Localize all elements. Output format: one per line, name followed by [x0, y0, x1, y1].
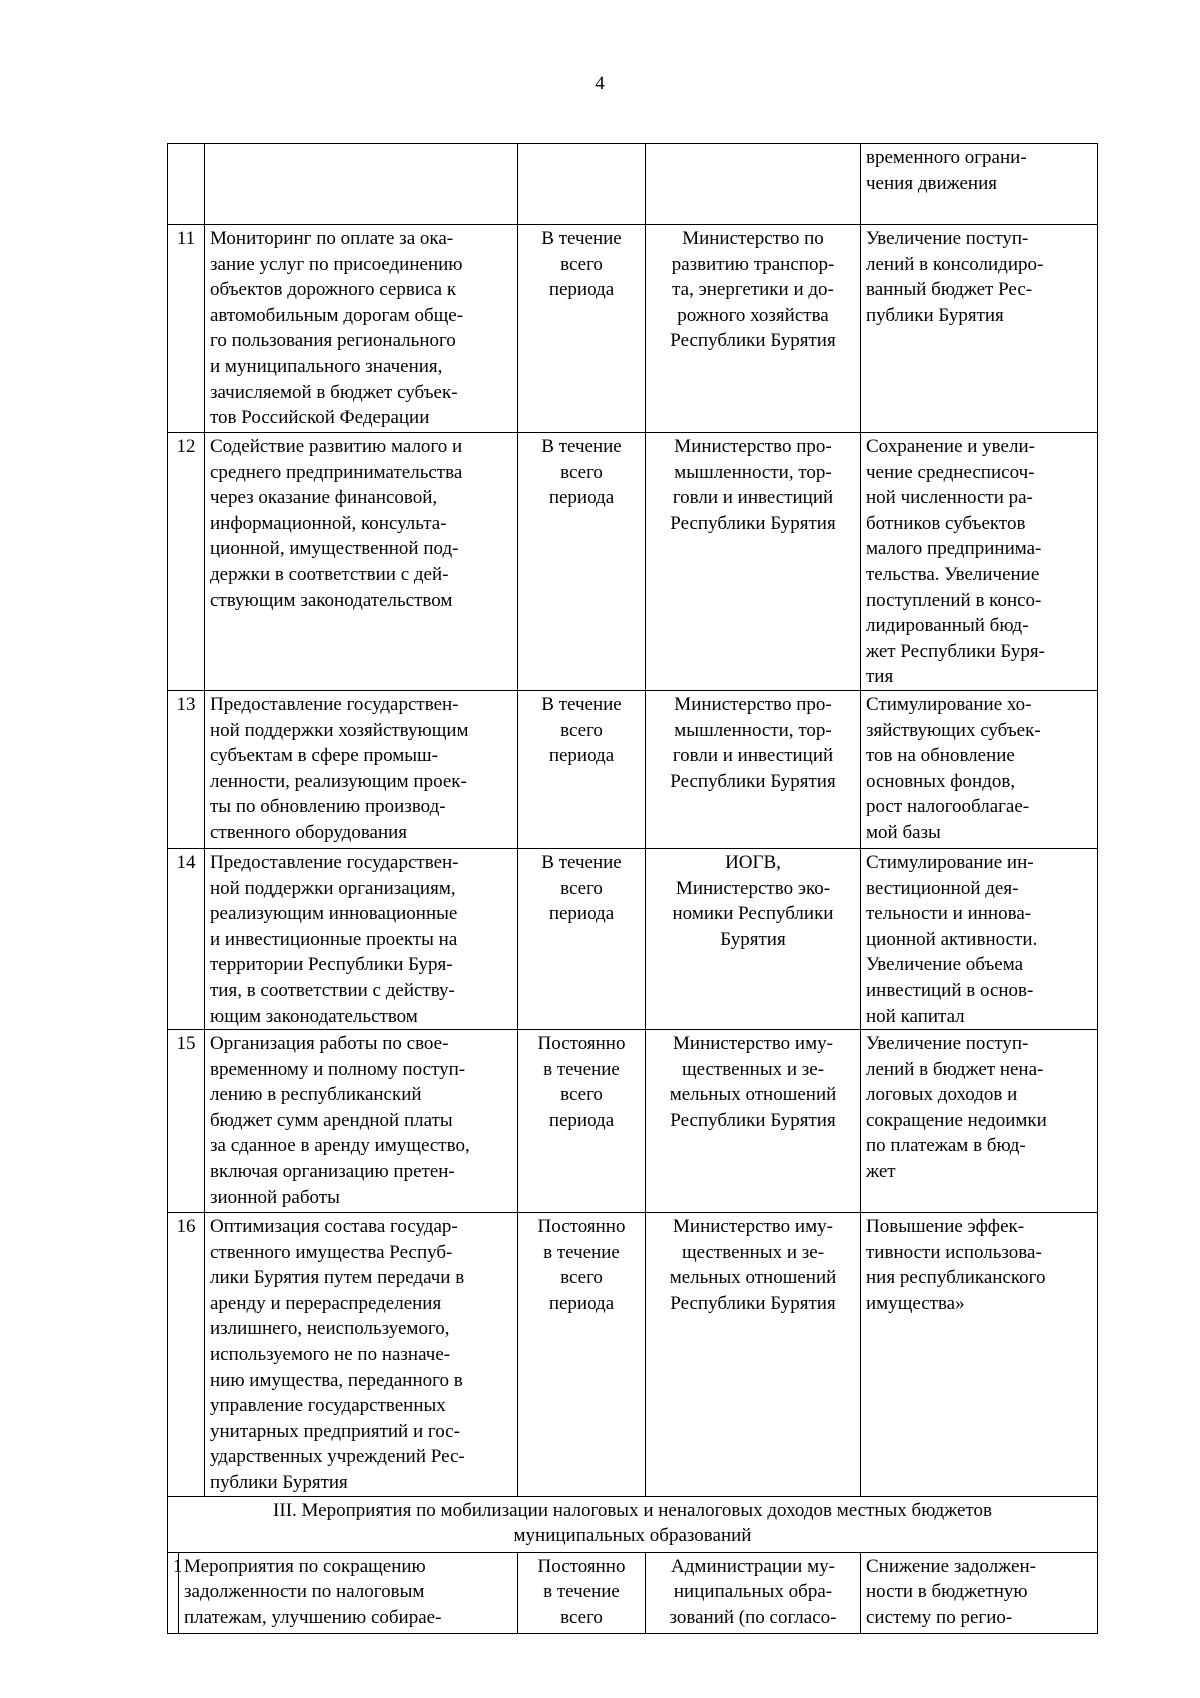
responsible-cell: Министерство иму- щественных и зе- мельных отношений Республики Бурятия	[646, 1030, 861, 1213]
table-row	[168, 848, 1098, 1029]
responsible-cell	[646, 144, 861, 225]
term-cell: В течение всего периода	[518, 690, 646, 848]
term-cell: В течение всего периода	[518, 225, 646, 433]
row-number-cell: 1	[168, 1552, 179, 1633]
responsible-cell: Администрации му- ниципальных обра- зований (по согласо-	[646, 1552, 861, 1633]
table-row	[168, 144, 1098, 225]
row-number-cell: 11	[168, 225, 205, 433]
table-row	[168, 690, 1098, 848]
responsible-cell: Министерство иму- щественных и зе- мельных отношений Республики Бурятия	[646, 1213, 861, 1497]
table-row	[168, 1213, 1098, 1497]
term-cell: Постоянно в течение всего периода	[518, 1030, 646, 1213]
table-row	[168, 1552, 1098, 1633]
row-number-cell: 16	[168, 1213, 205, 1497]
result-cell: Снижение задолжен- ности в бюджетную систему по регио-	[861, 1552, 1098, 1633]
measure-cell: Предоставление государствен- ной поддержки организациям, реализующим инновационные и инвестиционные проекты на территории Республики Буря- тия, в соответствии с действу- ющим законодательством	[205, 848, 518, 1029]
term-cell	[518, 144, 646, 225]
measure-cell: Мероприятия по сокращению задолженности по налоговым платежам, улучшению собирае-	[179, 1552, 518, 1633]
result-cell: Стимулирование ин- вестиционной дея- тельности и иннова- ционной активности. Увеличение объема инвестиций в основ- ной капитал	[861, 848, 1098, 1029]
term-cell: В течение всего периода	[518, 848, 646, 1029]
table-row	[168, 1030, 1098, 1213]
measure-cell: Мониторинг по оплате за ока- зание услуг по присоединению объектов дорожного сервиса к автомобильным дорогам обще- го пользования регионального и муниципального значения, зачисляемой в бюджет субъек- тов Российской Федерации	[205, 225, 518, 433]
term-cell: Постоянно в течение всего периода	[518, 1213, 646, 1497]
row-number-cell: 12	[168, 433, 205, 691]
result-cell: Сохранение и увели- чение среднесписоч- ной численности ра- ботников субъектов малого предпринима- тельства. Увеличение поступлений в консо- лидированный бюд- жет Республики Буря- тия	[861, 433, 1098, 691]
responsible-cell: Министерство по развитию транспор- та, энергетики и до- рожного хозяйства Республики Бурятия	[646, 225, 861, 433]
result-cell: Увеличение поступ- лений в консолидиро- ванный бюджет Рес- публики Бурятия	[861, 225, 1098, 433]
measure-cell: Содействие развитию малого и среднего предпринимательства через оказание финансовой, информационной, консульта- ционной, имущественной под- держки в соответствии с дей- ствующим законодательством	[205, 433, 518, 691]
result-cell: временного ограни- чения движения	[861, 144, 1098, 225]
section-heading: III. Мероприятия по мобилизации налоговых и неналоговых доходов местных бюджетов муниципальных образований	[168, 1496, 1098, 1552]
measure-cell: Организация работы по свое- временному и полному поступ- лению в республиканский бюджет сумм арендной платы за сданное в аренду имущество, включая организацию претен- зионной работы	[205, 1030, 518, 1213]
row-number-cell	[168, 144, 205, 225]
term-cell: Постоянно в течение всего	[518, 1552, 646, 1633]
result-cell: Увеличение поступ- лений в бюджет нена- логовых доходов и сокращение недоимки по платежам в бюд- жет	[861, 1030, 1098, 1213]
row-number-cell: 13	[168, 690, 205, 848]
responsible-cell: Министерство про- мышленности, тор- говли и инвестиций Республики Бурятия	[646, 690, 861, 848]
responsible-cell: Министерство про- мышленности, тор- говли и инвестиций Республики Бурятия	[646, 433, 861, 691]
measure-cell: Предоставление государствен- ной поддержки хозяйствующим субъектам в сфере промыш- ленности, реализующим проек- ты по обновлению производ- ственного оборудования	[205, 690, 518, 848]
responsible-cell: ИОГВ, Министерство эко- номики Республики Бурятия	[646, 848, 861, 1029]
row-number-cell: 15	[168, 1030, 205, 1213]
table-row	[168, 225, 1098, 433]
page-number: 4	[595, 73, 605, 94]
section-heading-row	[168, 1496, 1098, 1552]
row-number-cell: 14	[168, 848, 205, 1029]
measures-table	[167, 143, 1098, 1634]
table-row	[168, 433, 1098, 691]
result-cell: Стимулирование хо- зяйствующих субъек- тов на обновление основных фондов, рост налогооблагае- мой базы	[861, 690, 1098, 848]
measure-cell: Оптимизация состава государ- ственного имущества Респуб- лики Бурятия путем передачи в аренду и перераспределения излишнего, неиспользуемого, используемого не по назначе- нию имущества, переданного в управление государственных унитарных предприятий и гос- ударственных учреждений Рес- публики Бурятия	[205, 1213, 518, 1497]
measure-cell	[205, 144, 518, 225]
term-cell: В течение всего периода	[518, 433, 646, 691]
result-cell: Повышение эффек- тивности использова- ния республиканского имущества»	[861, 1213, 1098, 1497]
